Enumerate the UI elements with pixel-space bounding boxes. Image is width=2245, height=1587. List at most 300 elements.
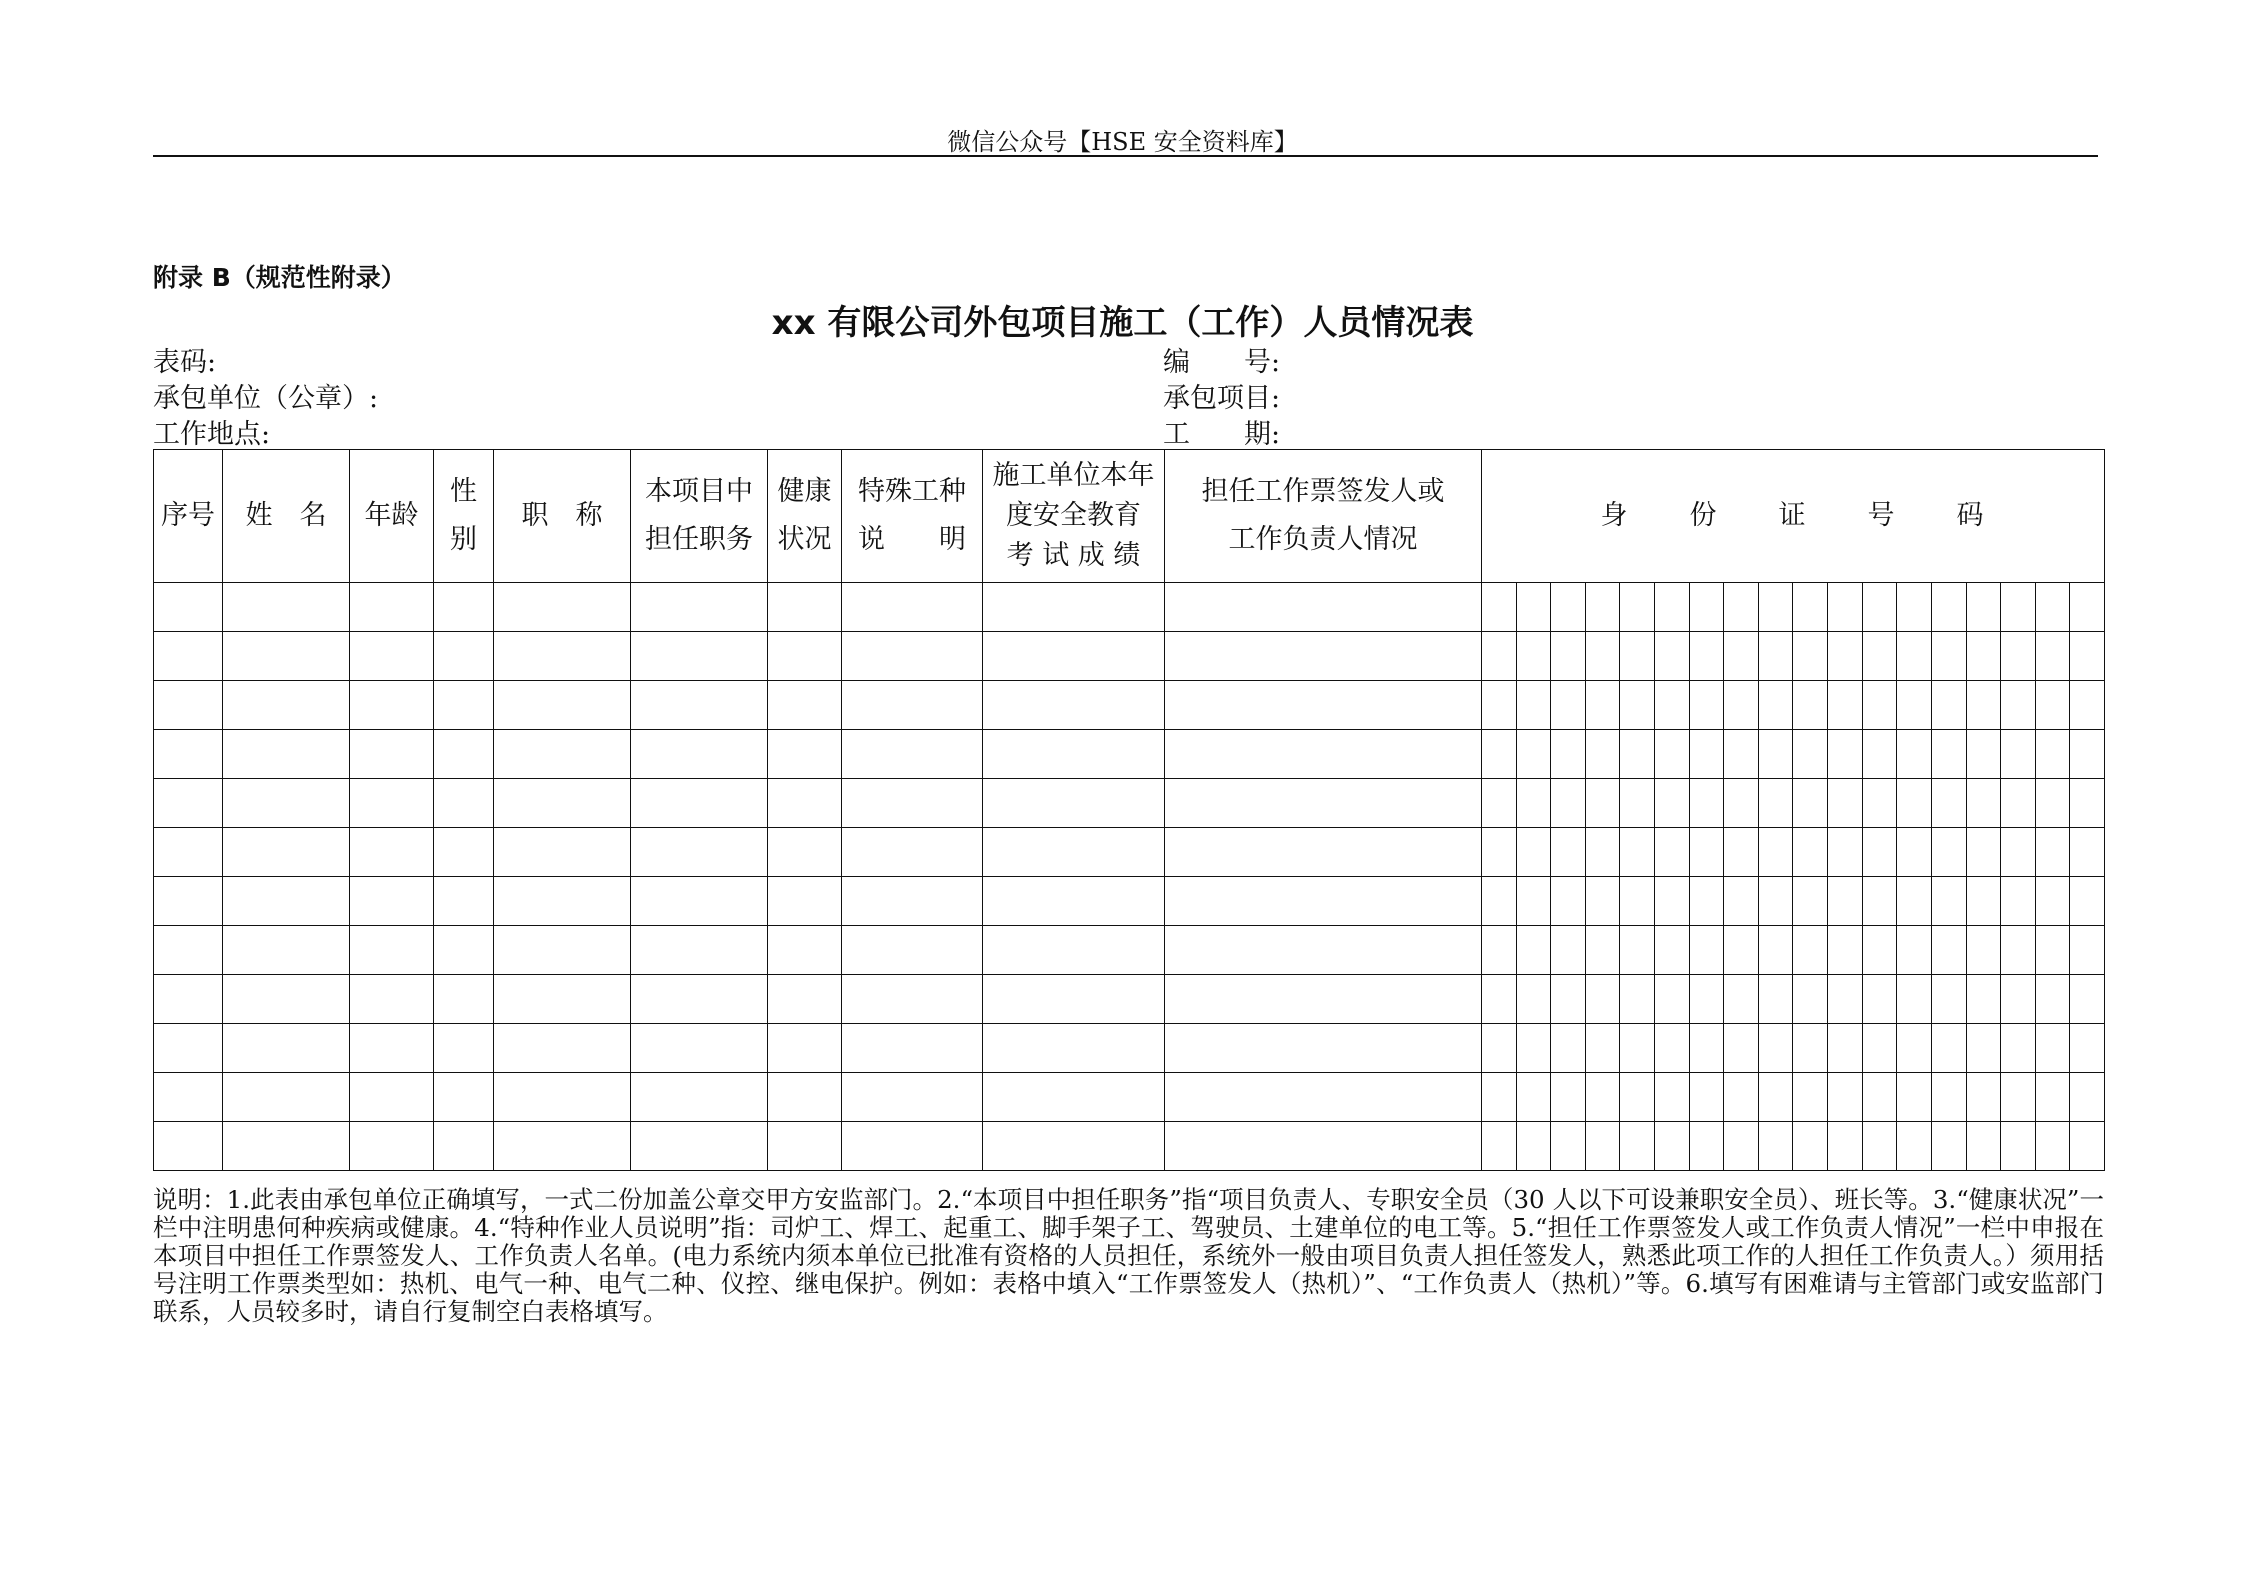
cell-id-digit[interactable] [1793,1073,1828,1122]
cell-gender[interactable] [434,975,494,1024]
cell-id-digit[interactable] [1862,1024,1897,1073]
cell-gender[interactable] [434,828,494,877]
cell-id-digit[interactable] [1551,1024,1586,1073]
cell-work-ticket[interactable] [1165,828,1482,877]
cell-id-digit[interactable] [1482,1073,1517,1122]
cell-id-digit[interactable] [2001,730,2036,779]
cell-seq[interactable] [154,779,223,828]
cell-id-digit[interactable] [1482,926,1517,975]
cell-name[interactable] [223,730,350,779]
cell-id-digit[interactable] [1966,730,2001,779]
cell-id-digit[interactable] [1585,583,1620,632]
cell-id-digit[interactable] [1724,681,1759,730]
cell-id-digit[interactable] [2035,1024,2070,1073]
cell-id-digit[interactable] [1897,730,1932,779]
cell-age[interactable] [350,730,434,779]
cell-id-digit[interactable] [1655,681,1690,730]
cell-id-digit[interactable] [1724,632,1759,681]
cell-id-digit[interactable] [2070,1073,2105,1122]
cell-work-ticket[interactable] [1165,926,1482,975]
cell-id-digit[interactable] [1724,730,1759,779]
cell-id-digit[interactable] [1724,583,1759,632]
cell-id-digit[interactable] [1758,681,1793,730]
cell-id-digit[interactable] [1966,779,2001,828]
cell-id-digit[interactable] [1551,779,1586,828]
cell-seq[interactable] [154,1122,223,1171]
cell-id-digit[interactable] [1551,1073,1586,1122]
cell-age[interactable] [350,1073,434,1122]
cell-id-digit[interactable] [2001,1122,2036,1171]
cell-project-role[interactable] [631,730,768,779]
cell-id-digit[interactable] [1585,926,1620,975]
cell-work-ticket[interactable] [1165,975,1482,1024]
cell-id-digit[interactable] [1482,877,1517,926]
cell-id-digit[interactable] [1689,632,1724,681]
cell-id-digit[interactable] [1620,828,1655,877]
cell-id-digit[interactable] [2001,632,2036,681]
cell-id-digit[interactable] [1482,730,1517,779]
cell-gender[interactable] [434,1122,494,1171]
cell-project-role[interactable] [631,1073,768,1122]
cell-title[interactable] [494,1122,631,1171]
cell-age[interactable] [350,926,434,975]
cell-id-digit[interactable] [1482,779,1517,828]
cell-project-role[interactable] [631,828,768,877]
cell-id-digit[interactable] [1482,975,1517,1024]
cell-id-digit[interactable] [1724,779,1759,828]
cell-id-digit[interactable] [1724,877,1759,926]
cell-seq[interactable] [154,730,223,779]
cell-safety-education[interactable] [983,877,1165,926]
cell-id-digit[interactable] [1620,1122,1655,1171]
cell-id-digit[interactable] [1828,1073,1863,1122]
cell-safety-education[interactable] [983,1122,1165,1171]
cell-id-digit[interactable] [1516,975,1551,1024]
cell-id-digit[interactable] [1897,1122,1932,1171]
cell-id-digit[interactable] [1897,877,1932,926]
cell-id-digit[interactable] [1862,632,1897,681]
cell-id-digit[interactable] [1689,975,1724,1024]
cell-id-digit[interactable] [1655,779,1690,828]
cell-id-digit[interactable] [1620,681,1655,730]
cell-gender[interactable] [434,583,494,632]
cell-id-digit[interactable] [1758,975,1793,1024]
cell-title[interactable] [494,975,631,1024]
cell-id-digit[interactable] [2035,730,2070,779]
cell-age[interactable] [350,975,434,1024]
cell-id-digit[interactable] [1828,632,1863,681]
cell-id-digit[interactable] [1931,583,1966,632]
cell-id-digit[interactable] [1897,975,1932,1024]
cell-health[interactable] [768,877,842,926]
cell-id-digit[interactable] [2035,828,2070,877]
cell-id-digit[interactable] [2070,730,2105,779]
cell-seq[interactable] [154,632,223,681]
cell-safety-education[interactable] [983,828,1165,877]
cell-id-digit[interactable] [1655,1073,1690,1122]
cell-id-digit[interactable] [1862,877,1897,926]
cell-title[interactable] [494,828,631,877]
cell-safety-education[interactable] [983,632,1165,681]
cell-id-digit[interactable] [1793,975,1828,1024]
cell-name[interactable] [223,632,350,681]
cell-work-ticket[interactable] [1165,632,1482,681]
cell-id-digit[interactable] [1966,1122,2001,1171]
cell-id-digit[interactable] [1516,1122,1551,1171]
cell-id-digit[interactable] [1862,926,1897,975]
cell-project-role[interactable] [631,1122,768,1171]
cell-id-digit[interactable] [1862,1073,1897,1122]
cell-work-ticket[interactable] [1165,1073,1482,1122]
cell-id-digit[interactable] [1758,1073,1793,1122]
cell-id-digit[interactable] [1828,681,1863,730]
cell-id-digit[interactable] [1689,926,1724,975]
cell-seq[interactable] [154,1024,223,1073]
cell-id-digit[interactable] [2070,1122,2105,1171]
cell-id-digit[interactable] [1620,730,1655,779]
cell-id-digit[interactable] [1931,1024,1966,1073]
cell-id-digit[interactable] [1585,730,1620,779]
cell-safety-education[interactable] [983,730,1165,779]
cell-special-work[interactable] [842,828,983,877]
cell-health[interactable] [768,1073,842,1122]
cell-id-digit[interactable] [2070,1024,2105,1073]
cell-title[interactable] [494,1024,631,1073]
cell-id-digit[interactable] [1793,1024,1828,1073]
cell-id-digit[interactable] [2001,1073,2036,1122]
cell-seq[interactable] [154,583,223,632]
cell-age[interactable] [350,779,434,828]
cell-id-digit[interactable] [1793,583,1828,632]
cell-name[interactable] [223,583,350,632]
cell-health[interactable] [768,926,842,975]
cell-name[interactable] [223,877,350,926]
cell-id-digit[interactable] [1828,730,1863,779]
cell-id-digit[interactable] [1897,681,1932,730]
cell-id-digit[interactable] [1758,1024,1793,1073]
cell-id-digit[interactable] [2070,877,2105,926]
cell-id-digit[interactable] [1862,828,1897,877]
cell-id-digit[interactable] [1828,1122,1863,1171]
cell-id-digit[interactable] [1931,730,1966,779]
cell-id-digit[interactable] [1655,583,1690,632]
cell-safety-education[interactable] [983,975,1165,1024]
cell-id-digit[interactable] [2035,681,2070,730]
cell-id-digit[interactable] [1931,975,1966,1024]
cell-seq[interactable] [154,1073,223,1122]
cell-id-digit[interactable] [1655,1024,1690,1073]
cell-id-digit[interactable] [1551,877,1586,926]
cell-special-work[interactable] [842,779,983,828]
cell-id-digit[interactable] [1862,583,1897,632]
cell-id-digit[interactable] [1862,975,1897,1024]
cell-age[interactable] [350,1024,434,1073]
cell-work-ticket[interactable] [1165,681,1482,730]
cell-id-digit[interactable] [1758,926,1793,975]
cell-safety-education[interactable] [983,1073,1165,1122]
cell-id-digit[interactable] [1585,681,1620,730]
cell-id-digit[interactable] [2001,779,2036,828]
cell-safety-education[interactable] [983,779,1165,828]
cell-id-digit[interactable] [1585,632,1620,681]
cell-id-digit[interactable] [1897,632,1932,681]
cell-id-digit[interactable] [1758,828,1793,877]
cell-id-digit[interactable] [1689,1122,1724,1171]
cell-id-digit[interactable] [1828,877,1863,926]
cell-id-digit[interactable] [1551,1122,1586,1171]
cell-gender[interactable] [434,779,494,828]
cell-id-digit[interactable] [1828,1024,1863,1073]
cell-id-digit[interactable] [1966,877,2001,926]
cell-id-digit[interactable] [1724,828,1759,877]
cell-special-work[interactable] [842,1073,983,1122]
cell-id-digit[interactable] [1793,828,1828,877]
cell-id-digit[interactable] [1931,877,1966,926]
cell-id-digit[interactable] [2070,681,2105,730]
cell-id-digit[interactable] [1516,583,1551,632]
cell-id-digit[interactable] [1862,730,1897,779]
cell-id-digit[interactable] [1758,779,1793,828]
cell-id-digit[interactable] [1585,877,1620,926]
cell-id-digit[interactable] [2035,877,2070,926]
cell-gender[interactable] [434,1073,494,1122]
cell-project-role[interactable] [631,975,768,1024]
cell-id-digit[interactable] [1897,1024,1932,1073]
cell-id-digit[interactable] [1724,1073,1759,1122]
cell-health[interactable] [768,583,842,632]
cell-id-digit[interactable] [1585,1024,1620,1073]
cell-age[interactable] [350,681,434,730]
cell-health[interactable] [768,730,842,779]
cell-id-digit[interactable] [1897,583,1932,632]
cell-id-digit[interactable] [1551,583,1586,632]
cell-id-digit[interactable] [1897,926,1932,975]
cell-id-digit[interactable] [1655,828,1690,877]
cell-name[interactable] [223,975,350,1024]
cell-id-digit[interactable] [1689,730,1724,779]
cell-id-digit[interactable] [1620,632,1655,681]
cell-work-ticket[interactable] [1165,730,1482,779]
cell-special-work[interactable] [842,877,983,926]
cell-name[interactable] [223,1122,350,1171]
cell-project-role[interactable] [631,632,768,681]
cell-id-digit[interactable] [1482,828,1517,877]
cell-id-digit[interactable] [1620,1024,1655,1073]
cell-id-digit[interactable] [2070,975,2105,1024]
cell-id-digit[interactable] [1620,926,1655,975]
cell-age[interactable] [350,828,434,877]
cell-health[interactable] [768,1122,842,1171]
cell-age[interactable] [350,877,434,926]
cell-id-digit[interactable] [1758,1122,1793,1171]
cell-id-digit[interactable] [1516,1073,1551,1122]
cell-id-digit[interactable] [1966,681,2001,730]
cell-title[interactable] [494,926,631,975]
cell-id-digit[interactable] [1758,632,1793,681]
cell-health[interactable] [768,681,842,730]
cell-id-digit[interactable] [1689,1024,1724,1073]
cell-id-digit[interactable] [1724,1024,1759,1073]
cell-id-digit[interactable] [1966,583,2001,632]
cell-id-digit[interactable] [1689,779,1724,828]
cell-project-role[interactable] [631,877,768,926]
cell-id-digit[interactable] [1655,632,1690,681]
cell-id-digit[interactable] [2035,1073,2070,1122]
cell-id-digit[interactable] [1828,583,1863,632]
cell-id-digit[interactable] [1585,975,1620,1024]
cell-project-role[interactable] [631,681,768,730]
cell-id-digit[interactable] [1689,583,1724,632]
cell-gender[interactable] [434,730,494,779]
cell-project-role[interactable] [631,1024,768,1073]
cell-id-digit[interactable] [2001,828,2036,877]
cell-id-digit[interactable] [1724,926,1759,975]
cell-id-digit[interactable] [1516,730,1551,779]
cell-id-digit[interactable] [1793,632,1828,681]
cell-id-digit[interactable] [1585,828,1620,877]
cell-id-digit[interactable] [1724,975,1759,1024]
cell-id-digit[interactable] [1966,926,2001,975]
cell-id-digit[interactable] [2070,583,2105,632]
cell-id-digit[interactable] [1585,1073,1620,1122]
cell-id-digit[interactable] [1551,975,1586,1024]
cell-id-digit[interactable] [1966,1024,2001,1073]
cell-id-digit[interactable] [1655,975,1690,1024]
cell-id-digit[interactable] [1966,975,2001,1024]
cell-id-digit[interactable] [1793,877,1828,926]
cell-id-digit[interactable] [1516,877,1551,926]
cell-id-digit[interactable] [1931,1122,1966,1171]
cell-title[interactable] [494,1073,631,1122]
cell-gender[interactable] [434,877,494,926]
cell-id-digit[interactable] [1482,1122,1517,1171]
cell-id-digit[interactable] [1689,877,1724,926]
cell-title[interactable] [494,779,631,828]
cell-id-digit[interactable] [1931,779,1966,828]
cell-id-digit[interactable] [1516,632,1551,681]
cell-id-digit[interactable] [1758,583,1793,632]
cell-id-digit[interactable] [2001,1024,2036,1073]
cell-safety-education[interactable] [983,926,1165,975]
cell-id-digit[interactable] [1931,1073,1966,1122]
cell-id-digit[interactable] [1931,828,1966,877]
cell-id-digit[interactable] [1620,583,1655,632]
cell-gender[interactable] [434,1024,494,1073]
cell-work-ticket[interactable] [1165,1122,1482,1171]
cell-id-digit[interactable] [2070,632,2105,681]
cell-health[interactable] [768,975,842,1024]
cell-id-digit[interactable] [1482,583,1517,632]
cell-special-work[interactable] [842,926,983,975]
cell-id-digit[interactable] [1551,730,1586,779]
cell-safety-education[interactable] [983,583,1165,632]
cell-id-digit[interactable] [2070,828,2105,877]
cell-id-digit[interactable] [2001,926,2036,975]
cell-id-digit[interactable] [1585,779,1620,828]
cell-id-digit[interactable] [1966,1073,2001,1122]
cell-id-digit[interactable] [1516,828,1551,877]
cell-name[interactable] [223,1073,350,1122]
cell-id-digit[interactable] [1551,926,1586,975]
cell-seq[interactable] [154,681,223,730]
cell-health[interactable] [768,779,842,828]
cell-id-digit[interactable] [2035,632,2070,681]
cell-special-work[interactable] [842,730,983,779]
cell-id-digit[interactable] [1828,926,1863,975]
cell-safety-education[interactable] [983,681,1165,730]
cell-id-digit[interactable] [1516,1024,1551,1073]
cell-health[interactable] [768,828,842,877]
cell-id-digit[interactable] [2035,779,2070,828]
cell-project-role[interactable] [631,779,768,828]
cell-id-digit[interactable] [1966,828,2001,877]
cell-id-digit[interactable] [1551,828,1586,877]
cell-id-digit[interactable] [1620,975,1655,1024]
cell-id-digit[interactable] [2001,877,2036,926]
cell-id-digit[interactable] [1828,975,1863,1024]
cell-name[interactable] [223,828,350,877]
cell-id-digit[interactable] [1655,730,1690,779]
cell-name[interactable] [223,926,350,975]
cell-id-digit[interactable] [1828,828,1863,877]
cell-age[interactable] [350,632,434,681]
cell-project-role[interactable] [631,926,768,975]
cell-id-digit[interactable] [2035,975,2070,1024]
cell-id-digit[interactable] [1516,681,1551,730]
cell-id-digit[interactable] [1482,1024,1517,1073]
cell-id-digit[interactable] [2001,975,2036,1024]
cell-id-digit[interactable] [1655,877,1690,926]
cell-seq[interactable] [154,877,223,926]
cell-title[interactable] [494,877,631,926]
cell-id-digit[interactable] [1862,681,1897,730]
cell-special-work[interactable] [842,583,983,632]
cell-id-digit[interactable] [2001,681,2036,730]
cell-id-digit[interactable] [1689,681,1724,730]
cell-seq[interactable] [154,926,223,975]
cell-id-digit[interactable] [1655,1122,1690,1171]
cell-health[interactable] [768,632,842,681]
cell-work-ticket[interactable] [1165,779,1482,828]
cell-health[interactable] [768,1024,842,1073]
cell-id-digit[interactable] [1793,926,1828,975]
cell-gender[interactable] [434,926,494,975]
cell-id-digit[interactable] [1620,877,1655,926]
cell-id-digit[interactable] [1482,632,1517,681]
cell-name[interactable] [223,681,350,730]
cell-id-digit[interactable] [1793,730,1828,779]
cell-special-work[interactable] [842,681,983,730]
cell-id-digit[interactable] [1793,681,1828,730]
cell-work-ticket[interactable] [1165,583,1482,632]
cell-id-digit[interactable] [1689,1073,1724,1122]
cell-id-digit[interactable] [2070,926,2105,975]
cell-special-work[interactable] [842,632,983,681]
cell-id-digit[interactable] [1897,1073,1932,1122]
cell-id-digit[interactable] [1655,926,1690,975]
cell-id-digit[interactable] [1724,1122,1759,1171]
cell-id-digit[interactable] [1758,730,1793,779]
cell-safety-education[interactable] [983,1024,1165,1073]
cell-id-digit[interactable] [1966,632,2001,681]
cell-gender[interactable] [434,632,494,681]
cell-id-digit[interactable] [1551,681,1586,730]
cell-id-digit[interactable] [2035,926,2070,975]
cell-title[interactable] [494,632,631,681]
cell-id-digit[interactable] [1758,877,1793,926]
cell-name[interactable] [223,779,350,828]
cell-id-digit[interactable] [1516,779,1551,828]
